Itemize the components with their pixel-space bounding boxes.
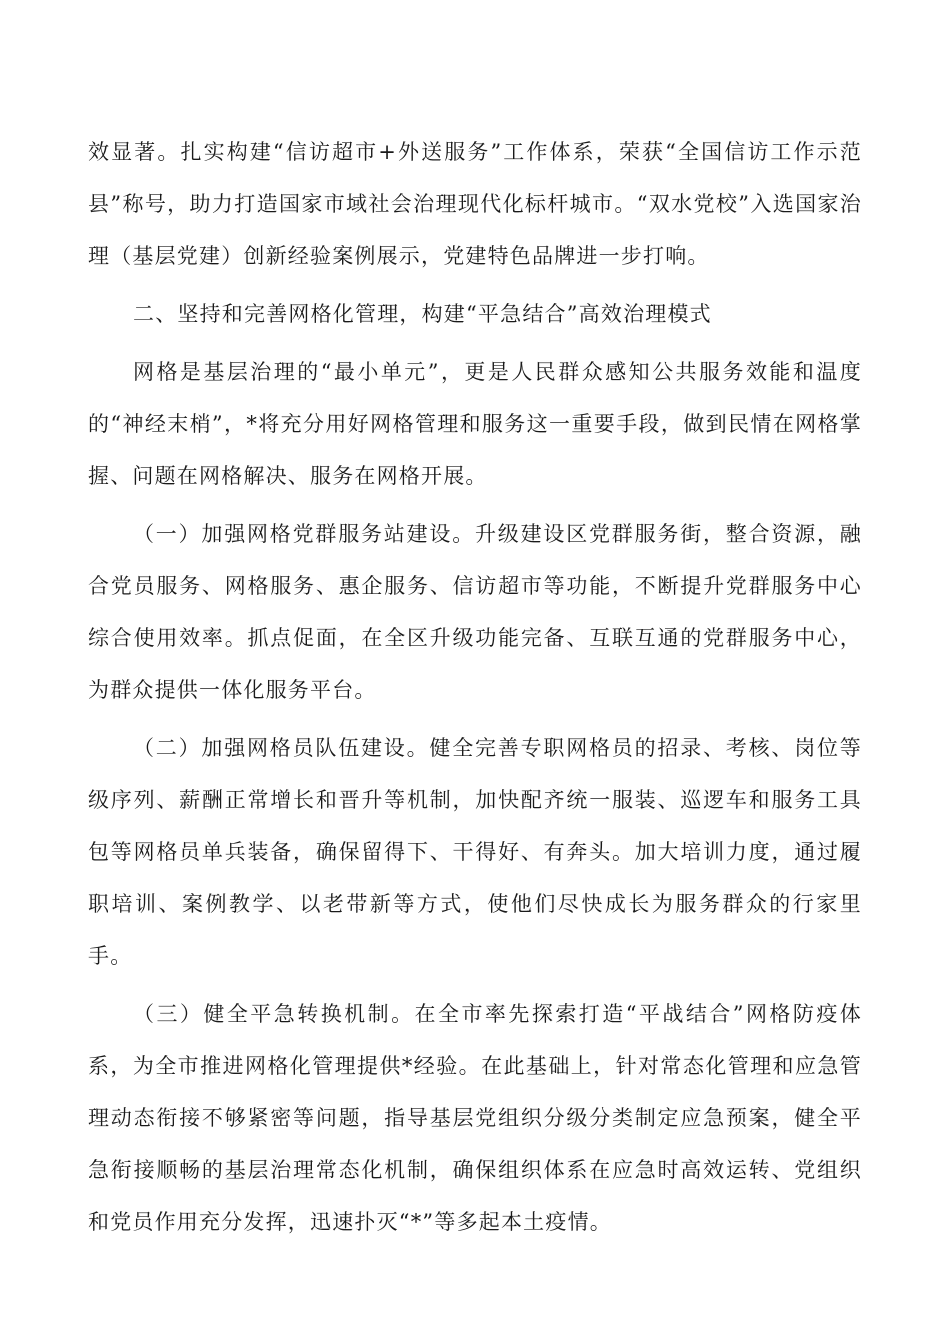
paragraph-intro: 网格是基层治理的“最小单元”，更是人民群众感知公共服务效能和温度的“神经末梢”，*将充分用好网格管理和服务这一重要手段，做到民情在网格掌握、问题在网格解决、服务在网格开展。 — [88, 360, 862, 488]
section-heading: 二、坚持和完善网格化管理，构建“平急结合”高效治理模式 — [133, 302, 712, 326]
paragraph-continuation: 效显著。扎实构建“信访超市+外送服务”工作体系，荣获“全国信访工作示范县”称号，助力打造国家市域社会治理现代化标杆城市。“双水党校”入选国家治理（基层党建）创新经验案例展示，党建特色品牌进一步打响。 — [88, 140, 862, 268]
paragraph-item-2: （二）加强网格员队伍建设。健全完善专职网格员的招录、考核、岗位等级序列、薪酬正常增长和晋升等机制，加快配齐统一服装、巡逻车和服务工具包等网格员单兵装备，确保留得下、干得好、有奔头。加大培训力度，通过履职培训、案例教学、以老带新等方式，使他们尽快成长为服务群众的行家里手。 — [88, 736, 862, 968]
paragraph-item-1: （一）加强网格党群服务站建设。升级建设区党群服务街，整合资源，融合党员服务、网格服务、惠企服务、信访超市等功能，不断提升党群服务中心综合使用效率。抓点促面，在全区升级功能完备、互联互通的党群服务中心，为群众提供一体化服务平台。 — [88, 522, 862, 702]
document-body — [88, 126, 862, 1248]
paragraph-item-3: （三）健全平急转换机制。在全市率先探索打造“平战结合”网格防疫体系，为全市推进网格化管理提供*经验。在此基础上，针对常态化管理和应急管理动态衔接不够紧密等问题，指导基层党组织分级分类制定应急预案，健全平急衔接顺畅的基层治理常态化机制，确保组织体系在应急时高效运转、党组织和党员作用充分发挥，迅速扑灭“*”等多起本土疫情。 — [88, 1002, 862, 1234]
